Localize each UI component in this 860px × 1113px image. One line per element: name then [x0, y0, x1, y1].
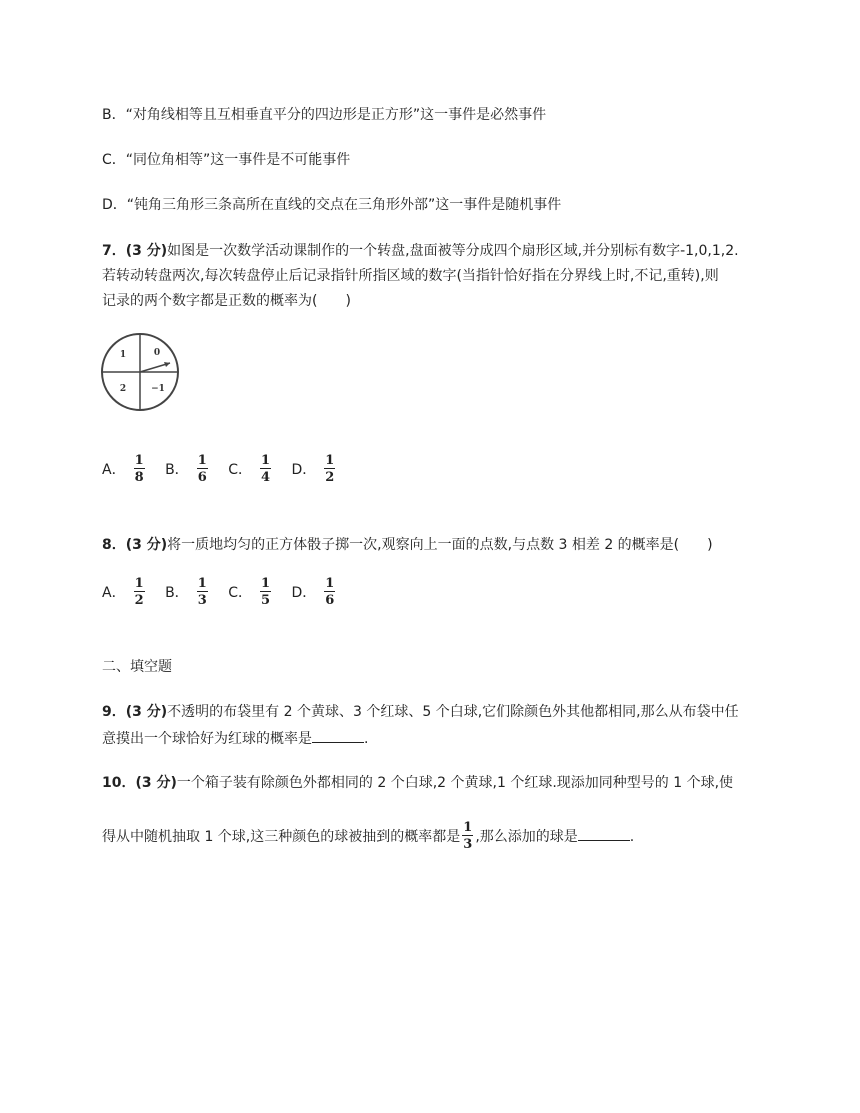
fraction: $\frac{1}{8}$ [134, 453, 144, 485]
fraction: $\frac{1}{4}$ [260, 453, 271, 485]
q10-line2 [102, 822, 634, 852]
q8-option-a[interactable] [102, 578, 147, 608]
option-label: A． [102, 585, 126, 601]
q7-number: 7． [102, 243, 126, 259]
q7-option-d[interactable] [291, 455, 337, 485]
spinner-figure [98, 330, 182, 414]
q8-number: 8． [102, 537, 126, 553]
spinner-label-tl: 1 [119, 350, 127, 360]
q7-score: (3 分) [125, 243, 168, 259]
q7-line1 [102, 241, 739, 261]
q6-option-b: B．“对角线相等且互相垂直平分的四边形是正方形”这一事件是必然事件 [102, 107, 547, 123]
spinner-label-br: −1 [151, 384, 165, 394]
fraction: $\frac{1}{2}$ [325, 453, 335, 485]
spinner-label-bl: 2 [119, 384, 127, 394]
q10-period: . [629, 829, 635, 845]
q10-line1 [102, 773, 733, 793]
q10-text-2b: ,那么添加的球是 [475, 829, 578, 845]
q9-number: 9． [102, 704, 126, 720]
q8-line1 [102, 535, 713, 555]
q10-text-2a: 得从中随机抽取 1 个球,这三种颜色的球被抽到的概率都是 [102, 829, 461, 845]
option-label: A． [102, 462, 126, 478]
fraction: $\frac{1}{6}$ [197, 453, 207, 485]
q9-text-1: 不透明的布袋里有 2 个黄球、3 个红球、5 个白球,它们除颜色外其他都相同,那么从布袋中任 [167, 704, 739, 720]
q7-text-1: 如图是一次数学活动课制作的一个转盘,盘面被等分成四个扇形区域,并分别标有数字-1,0,1,2. [167, 243, 739, 259]
q8-option-c[interactable] [228, 578, 273, 608]
option-label: B． [165, 585, 189, 601]
answer-blank[interactable] [578, 826, 630, 841]
fraction: $\frac{1}{5}$ [260, 576, 271, 608]
q9-score: (3 分) [125, 704, 168, 720]
q7-option-c[interactable] [228, 455, 273, 485]
q10-score: (3 分) [135, 775, 177, 791]
fraction: $\frac{1}{3}$ [197, 576, 207, 608]
option-label: B． [165, 462, 189, 478]
q8-options [102, 578, 351, 608]
q7-line3: 记录的两个数字都是正数的概率为( ) [102, 293, 351, 309]
q8-text: 将一质地均匀的正方体骰子掷一次,观察向上一面的点数,与点数 3 相差 2 的概率是( ) [167, 537, 713, 553]
option-label: C． [228, 462, 252, 478]
q8-score: (3 分) [125, 537, 168, 553]
option-label: D． [291, 462, 317, 478]
q10-number: 10． [102, 775, 136, 791]
q9-line2 [102, 728, 368, 749]
q7-option-a[interactable] [102, 455, 147, 485]
q8-option-b[interactable] [165, 578, 210, 608]
q6-option-c: C．“同位角相等”这一事件是不可能事件 [102, 152, 351, 168]
fraction: $\frac{1}{3}$ [463, 820, 473, 852]
q9-period: . [364, 731, 369, 747]
option-label: C． [228, 585, 252, 601]
q8-option-d[interactable] [291, 578, 337, 608]
q9-line1 [102, 702, 739, 722]
fraction: $\frac{1}{6}$ [325, 576, 335, 608]
spinner-label-tr: 0 [153, 348, 161, 358]
q10-text-1: 一个箱子装有除颜色外都相同的 2 个白球,2 个黄球,1 个红球.现添加同种型号的 1 个球,使 [176, 775, 734, 791]
option-label: D． [291, 585, 317, 601]
q7-option-b[interactable] [165, 455, 210, 485]
section-heading: 二、填空题 [102, 659, 172, 675]
answer-blank[interactable] [312, 728, 364, 743]
q7-line2: 若转动转盘两次,每次转盘停止后记录指针所指区域的数字(当指针恰好指在分界线上时,不记,重转),则 [102, 268, 719, 284]
fraction: $\frac{1}{2}$ [134, 576, 144, 608]
q9-text-2: 意摸出一个球恰好为红球的概率是 [102, 731, 312, 747]
q7-options [102, 455, 351, 485]
q6-option-d: D．“钝角三角形三条高所在直线的交点在三角形外部”这一事件是随机事件 [102, 197, 562, 213]
